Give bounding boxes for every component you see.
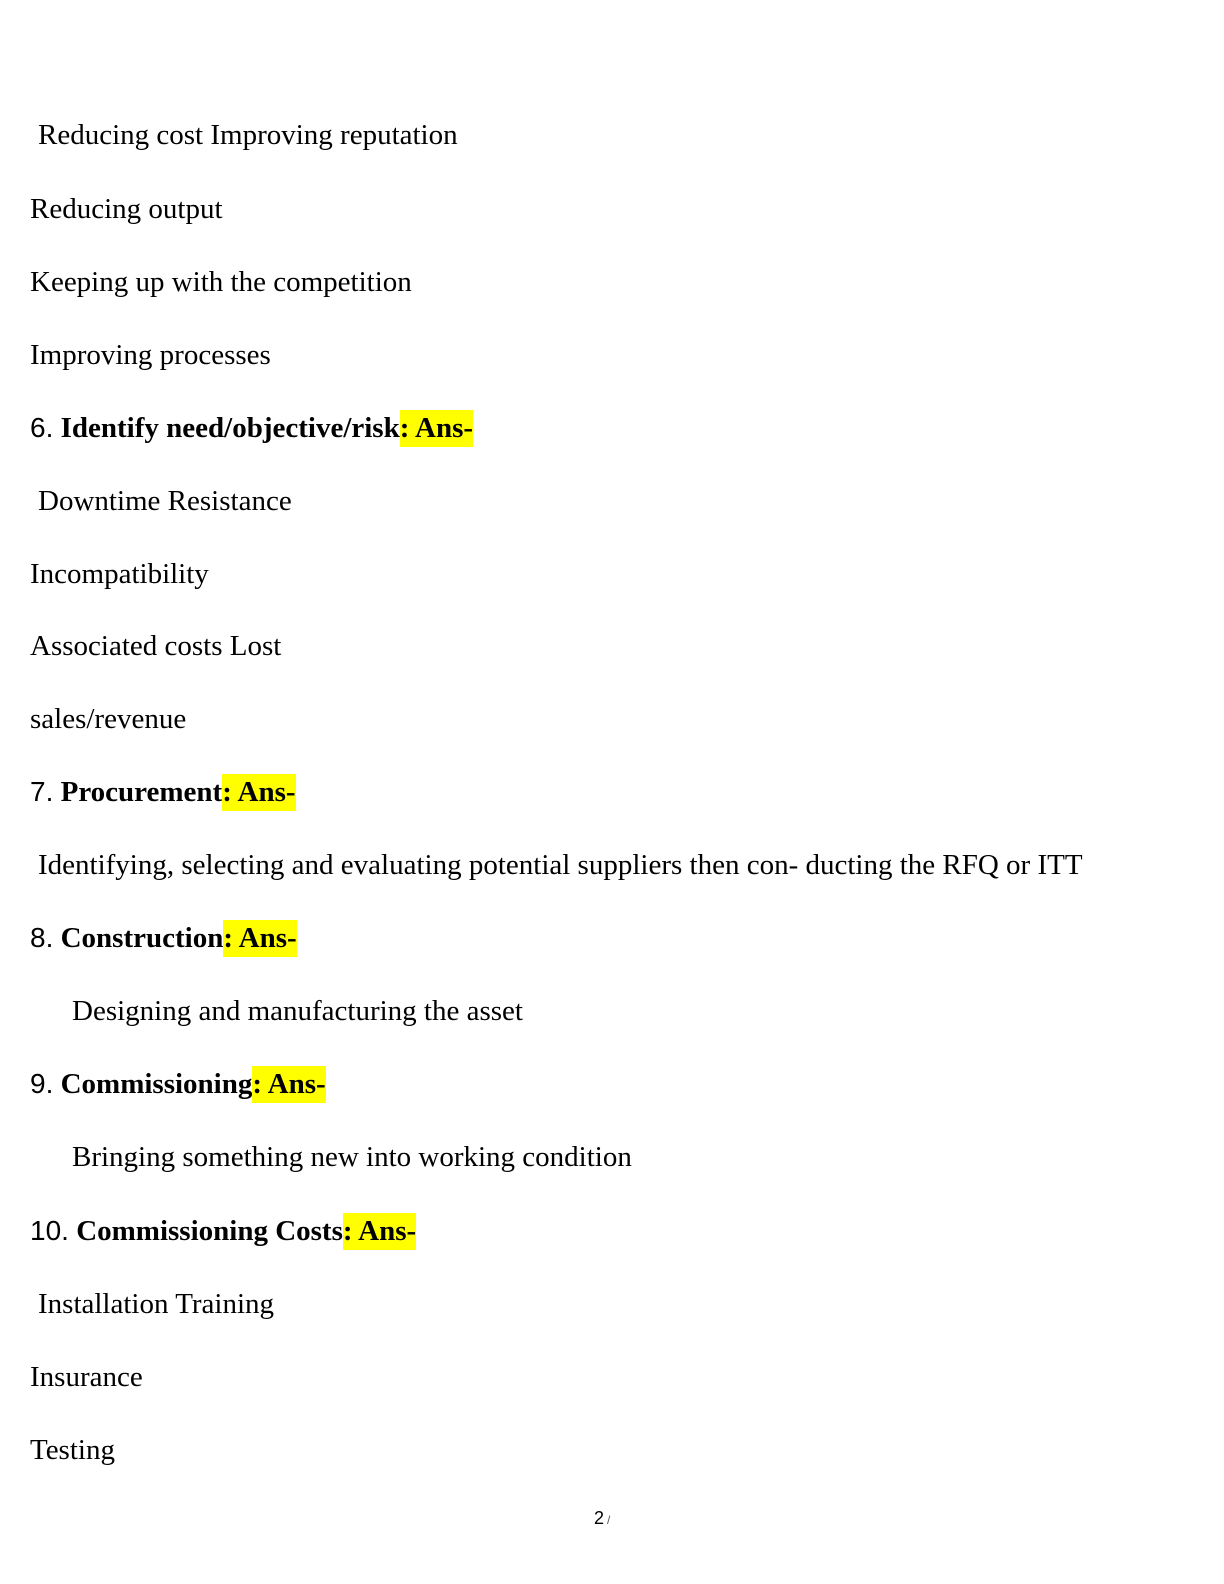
question-title: Construction [60, 922, 224, 954]
answer-marker: : Ans- [222, 774, 295, 811]
answer-line: Downtime Resistance [38, 485, 292, 517]
answer-marker: : Ans- [400, 410, 473, 447]
answer-line: sales/revenue [30, 703, 187, 735]
question-number: 7. [30, 776, 54, 807]
text-line: Improving processes [30, 339, 271, 371]
question-number: 6. [30, 412, 54, 443]
answer-marker: : Ans- [252, 1066, 325, 1103]
question-title: Commissioning [60, 1068, 253, 1100]
answer-line: Installation Training [38, 1288, 275, 1320]
answer-line: Associated costs Lost [30, 630, 282, 662]
question-8-heading [30, 921, 297, 955]
answer-line: Identifying, selecting and evaluating potential suppliers then con- ducting the RFQ or ITT [38, 849, 1083, 881]
page-number: 2 [594, 1508, 605, 1528]
question-10-heading [30, 1214, 416, 1248]
question-title: Identify need/objective/risk [60, 412, 400, 444]
text-line: Keeping up with the competition [30, 266, 412, 298]
question-number: 9. [30, 1068, 54, 1099]
question-number: 8. [30, 922, 54, 953]
text-line: Reducing output [30, 193, 223, 225]
question-number: 10. [30, 1215, 69, 1246]
text-line: Reducing cost Improving reputation [38, 119, 458, 151]
answer-line: Incompatibility [30, 558, 209, 590]
answer-line: Designing and manufacturing the asset [72, 995, 523, 1027]
answer-line: Insurance [30, 1361, 143, 1393]
question-7-heading [30, 775, 296, 809]
question-title: Procurement [60, 776, 223, 808]
answer-marker: : Ans- [223, 920, 296, 957]
question-title: Commissioning Costs [76, 1215, 343, 1247]
page-footer [594, 1507, 610, 1531]
question-6-heading [30, 411, 473, 445]
question-9-heading [30, 1067, 326, 1101]
answer-marker: : Ans- [343, 1213, 416, 1250]
page-separator: / [607, 1513, 611, 1527]
answer-line: Testing [30, 1434, 115, 1466]
answer-line: Bringing something new into working condition [72, 1141, 632, 1173]
